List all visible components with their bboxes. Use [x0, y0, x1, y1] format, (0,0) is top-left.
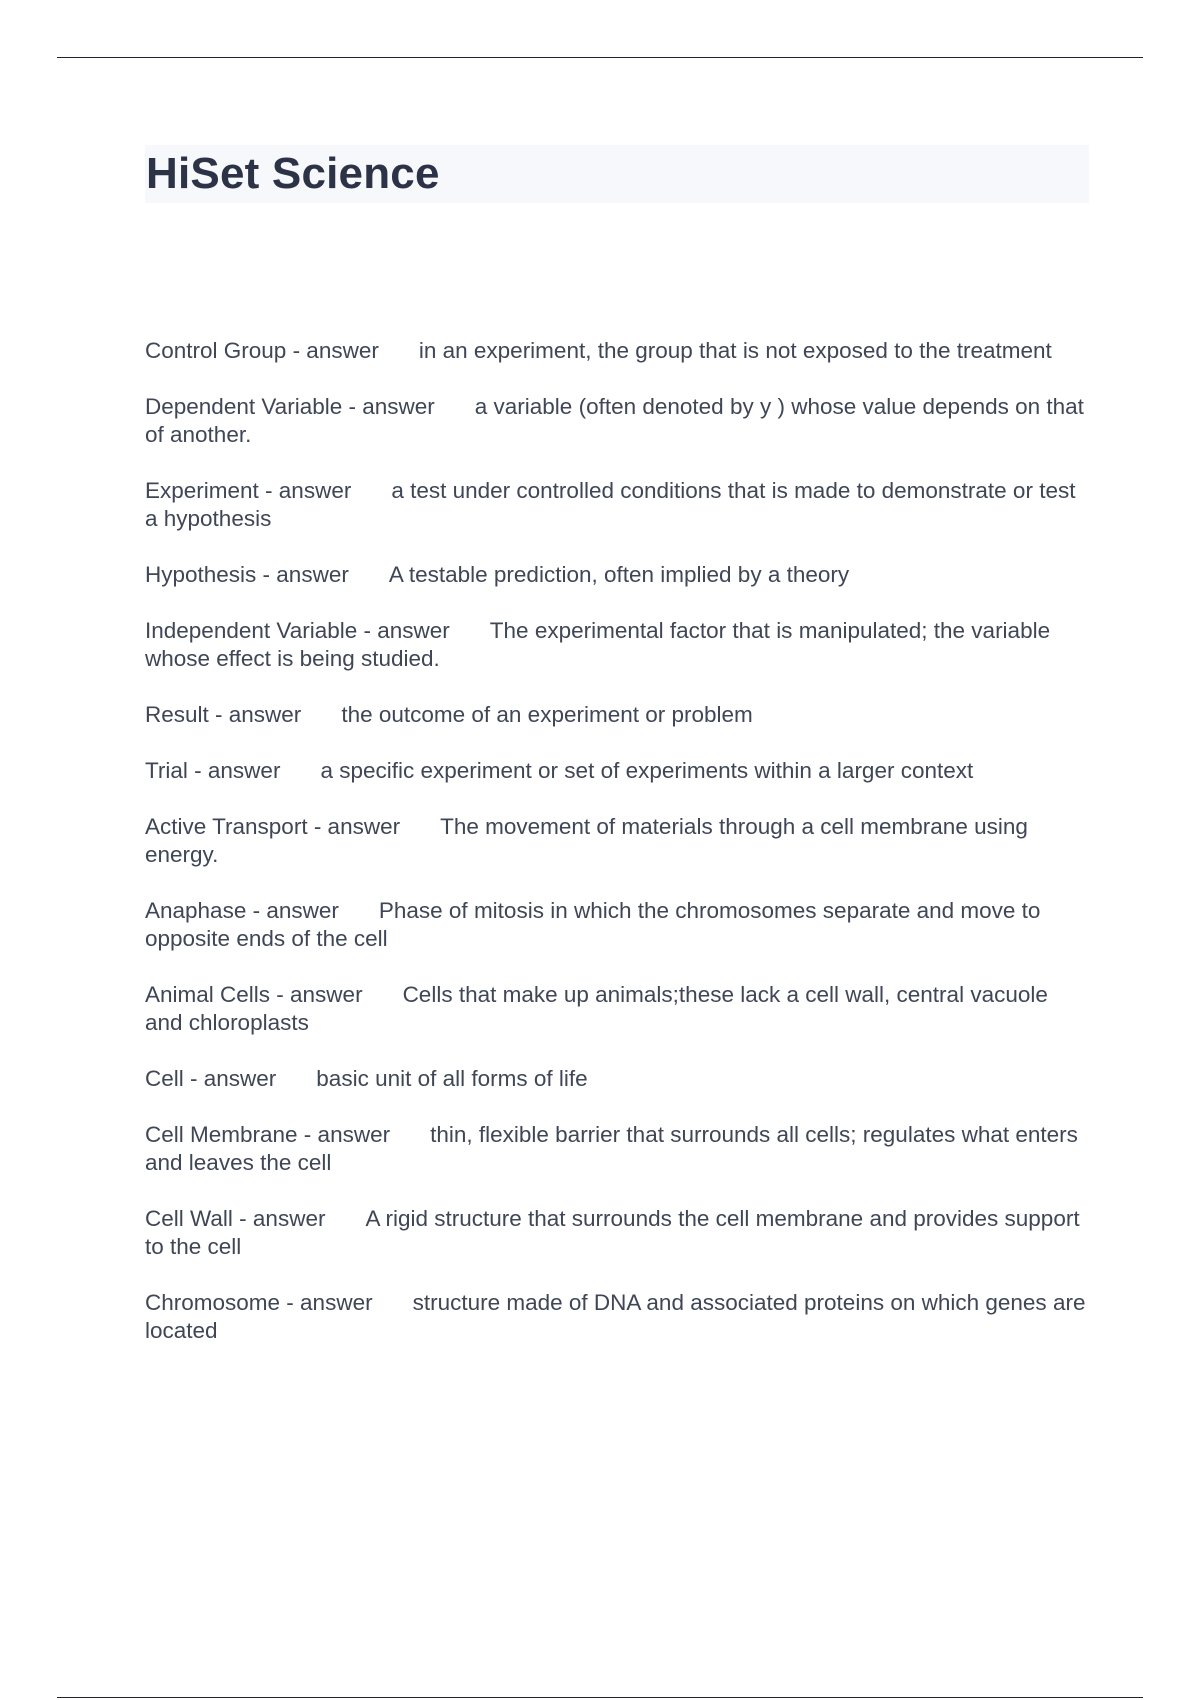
list-item	[145, 1205, 1090, 1261]
list-item	[145, 393, 1090, 449]
list-item	[145, 1065, 1090, 1093]
entry-term: Anaphase - answer	[145, 898, 339, 923]
list-item	[145, 813, 1090, 869]
flashcard-list	[145, 337, 1090, 1373]
entry-term: Chromosome - answer	[145, 1290, 373, 1315]
list-item	[145, 477, 1090, 533]
entry-term: Cell - answer	[145, 1066, 277, 1091]
page-title: HiSet Science	[146, 149, 440, 198]
entry-definition: Phase of mitosis in which the chromosomes separate and move to opposite ends of the cell	[145, 898, 1041, 951]
entry-term: Cell Wall - answer	[145, 1206, 326, 1231]
entry-term: Result - answer	[145, 702, 302, 727]
list-item	[145, 617, 1090, 673]
entry-definition: a specific experiment or set of experiments within a larger context	[320, 758, 974, 783]
list-item	[145, 757, 1090, 785]
list-item	[145, 1121, 1090, 1177]
entry-definition: The experimental factor that is manipulated; the variable whose effect is being studied.	[145, 618, 1051, 671]
entry-definition: a variable (often denoted by y ) whose value depends on that of another.	[145, 394, 1084, 447]
entry-definition: The movement of materials through a cell membrane using energy.	[145, 814, 1028, 867]
entry-term: Active Transport - answer	[145, 814, 401, 839]
entry-definition: Cells that make up animals;these lack a cell wall, central vacuole and chloroplasts	[145, 982, 1048, 1035]
bottom-rule	[57, 1697, 1143, 1698]
entry-definition: A testable prediction, often implied by a theory	[388, 562, 850, 587]
list-item	[145, 1289, 1090, 1345]
entry-term: Cell Membrane - answer	[145, 1122, 391, 1147]
entry-definition: in an experiment, the group that is not exposed to the treatment	[418, 338, 1052, 363]
entry-definition: a test under controlled conditions that is made to demonstrate or test a hypothesis	[145, 478, 1076, 531]
list-item	[145, 701, 1090, 729]
list-item	[145, 561, 1090, 589]
entry-definition: basic unit of all forms of life	[316, 1066, 588, 1091]
entry-term: Animal Cells - answer	[145, 982, 363, 1007]
top-rule	[57, 57, 1143, 58]
entry-definition: the outcome of an experiment or problem	[341, 702, 753, 727]
entry-definition: structure made of DNA and associated proteins on which genes are located	[145, 1290, 1086, 1343]
entry-term: Trial - answer	[145, 758, 281, 783]
entry-term: Dependent Variable - answer	[145, 394, 435, 419]
list-item	[145, 981, 1090, 1037]
title-banner	[145, 145, 1089, 203]
entry-term: Control Group - answer	[145, 338, 379, 363]
entry-term: Independent Variable - answer	[145, 618, 450, 643]
entry-term: Experiment - answer	[145, 478, 352, 503]
entry-definition: A rigid structure that surrounds the cell membrane and provides support to the cell	[145, 1206, 1080, 1259]
list-item	[145, 897, 1090, 953]
entry-definition: thin, flexible barrier that surrounds all cells; regulates what enters and leaves the cell	[145, 1122, 1078, 1175]
list-item	[145, 337, 1090, 365]
entry-term: Hypothesis - answer	[145, 562, 349, 587]
